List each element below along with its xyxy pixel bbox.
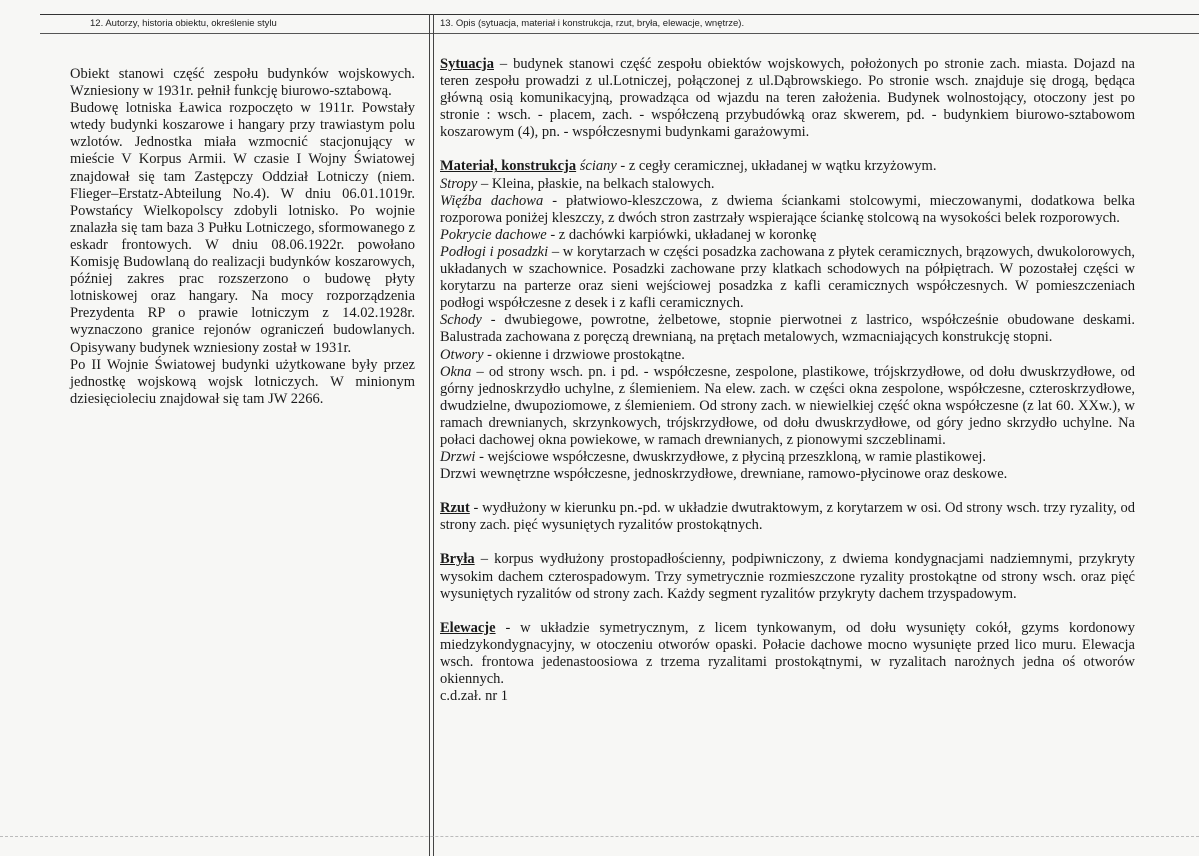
rzut-text: - wydłużony w kierunku pn.-pd. w układzie dwutraktowym, z korytarzem w osi. Od strony wsch. trzy ryzality, od strony zach. pięć wysuniętych ryzalitów prostokątnych.: [440, 500, 1135, 534]
podlogi-label: Podłogi i posadzki: [440, 243, 549, 260]
column-divider-inner: [433, 14, 434, 856]
history-column: [70, 66, 415, 408]
bottom-scan-artifact: [0, 836, 1199, 839]
wiezba-label: Więźba dachowa: [440, 192, 544, 209]
history-paragraph-3: Po II Wojnie Światowej budynki użytkowane były przez jednostkę wojskową wojsk lotniczych. W minionym dziesięcioleciu znajdował się tam JW 2266.: [70, 356, 415, 407]
otwory-label: Otwory: [440, 346, 484, 363]
okna-label: Okna: [440, 363, 472, 380]
stropy-label: Stropy: [440, 175, 478, 192]
continuation-note: c.d.zał. nr 1: [440, 688, 509, 705]
section-bryla: [440, 551, 1135, 602]
drzwi-label: Drzwi: [440, 449, 476, 466]
history-paragraph-1: Obiekt stanowi część zespołu budynków wojskowych. Wzniesiony w 1931r. pełnił funkcję biurowo-sztabową.: [70, 66, 415, 100]
section-sytuacja: [440, 56, 1135, 141]
section-otwory: [440, 347, 1135, 364]
pokrycie-text: - z dachówki karpiówki, układanej w koronkę: [546, 226, 817, 243]
section-elewacje: [440, 620, 1135, 688]
rzut-label: Rzut: [440, 500, 470, 517]
section-schody: [440, 312, 1135, 346]
bryla-label: Bryła: [440, 551, 475, 568]
section-drzwi: [440, 449, 1135, 466]
history-paragraph-2: Budowę lotniska Ławica rozpoczęto w 1911r. Powstały wtedy budynki koszarowe i hangary przy trawiastym polu wzlotów. Jednostka miała wzmocnić stacjonujący w mieście V Korpus Armii. W czasie I Wojny Światowej znajdował się tam Zastępczy Oddział Lotniczy (niem. Flieger–Erstatz-Abteilung No.4). W dniu 06.01.1019r. Powstańcy Wielkopolscy zdobyli lotnisko. Po wojnie znalazła się tam baza 3 Pułku Lotniczego, sformowanego z eskadr frontowych. W dniu 08.06.1922r. powołano Komisję Budowlaną do realizacji budynków koszarowych, później zakres prac rozszerzono o budowę płyty lotniskowej oraz hangary. Na mocy rozporządzenia Prezydenta RP o prawie lotniczym z 14.02.1928r. wyznaczono granice rejonów ograniczeń budowlanych. Opisywany budynek wzniesiony został w 1931r.: [70, 100, 415, 356]
okna-text: – od strony wsch. pn. i pd. - współczesne, zespolone, plastikowe, trójskrzydłowe, od dołu dwuskrzydłowe, od górny jednoskrzydło uchylne, z ślemieniem. Na elew. zach. w części okna zespolone, współczesne, czteroskrzydłowe, dwudzielne, dwupoziomowe, z ślemieniem. Od strony zach. w niewielkiej część okna współczesne (z lat 60. XXw.), w ramach drewnianych, skrzynkowych, trójskrzydłowe, od dołu dwuskrzydłowe, od góry jedno skrzydło uchylne. Na połaci dachowej okna powiekowe, w ramach drewnianych, z pionowymi szczeblinami.: [440, 363, 1135, 448]
sciany-label: ściany: [579, 158, 617, 175]
schody-text: - dwubiegowe, powrotne, żelbetowe, stopnie pierwotnei z lastrico, współcześnie obudowane deskami. Balustrada zachowana z poręczą drewnianą, na prętach metalowych, wzmacniających konstrukcję stopni.: [440, 312, 1135, 346]
section-material: [440, 158, 1135, 175]
material-label: Materiał, konstrukcja: [440, 158, 577, 175]
header-left-label: 12. Autorzy, historia obiektu, określenie stylu: [90, 18, 277, 29]
sytuacja-text: – budynek stanowi część zespołu obiektów wojskowych, położonych po stronie zach. miasta. Dojazd na teren zespołu prowadzi z ul.Lotniczej, połączonej z ul.Dąbrowskiego. Po stronie wsch. znajduje się drogą, będąca główną osią komunikacyjną, prowadząca od wjazdu na teren założenia. Budynek wolnostojący, otoczony jest po stronie : wsch. - placem, zach. - współczeną przybudówką oraz skwerem, pd. - budynkiem biurowo-sztabowom koszarowym (4), pn. - współczesnymi budynkami garażowymi.: [440, 56, 1135, 141]
column-divider: [429, 14, 430, 856]
elewacje-label: Elewacje: [440, 619, 496, 636]
otwory-text: - okienne i drzwiowe prostokątne.: [483, 346, 685, 363]
pokrycie-label: Pokrycie dachowe: [440, 226, 547, 243]
header-bottom-rule: [40, 33, 1199, 34]
sciany-text: - z cegły ceramicznej, układanej w wątku krzyżowym.: [616, 158, 937, 175]
sytuacja-label: Sytuacja: [440, 56, 494, 72]
section-podlogi: [440, 244, 1135, 312]
description-column: [440, 56, 1135, 705]
drzwi-text: - wejściowe współczesne, dwuskrzydłowe, z płyciną przeszkloną, w ramie plastikowej.: [475, 449, 987, 466]
section-drzwi-wewnetrzne: Drzwi wewnętrzne współczesne, jednoskrzydłowe, drewniane, ramowo-płycinowe oraz deskowe.: [440, 466, 1008, 483]
header-right-label: 13. Opis (sytuacja, materiał i konstrukcja, rzut, bryła, elewacje, wnętrze).: [440, 18, 745, 29]
section-okna: [440, 364, 1135, 449]
section-rzut: [440, 500, 1135, 534]
podlogi-text: – w korytarzach w części posadzka zachowana z płytek ceramicznych, brązowych, dwukolorowych, układanych w szachownice. Posadzki zachowane przy klatkach schodowych na półpiętrach. W pozostałej części w korytarzu na parterze oraz sieni wejściowej posadzka z kafli ceramicznych współczesnych. W pomieszczeniach podłogi współczesne z desek i z kafli ceramicznych.: [440, 243, 1135, 312]
schody-label: Schody: [440, 312, 482, 329]
wiezba-text: - płatwiowo-kleszczowa, z dwiema ściankami stolcowymi, mieczowanymi, dodatkowa belka rozporowa poniżej kleszczy, z dwóch stron zastrzały wspierające ściankę stolcową na wysokości belek rozporowych.: [440, 192, 1135, 226]
bryla-text: – korpus wydłużony prostopadłościenny, podpiwniczony, z dwiema kondygnacjami nadziemnymi, przykryty wysokim dachem czterospadowym. Trzy symetrycznie rozmieszczone ryzality prostokątne od strony wsch. oraz pięć wysuniętych ryzalitów od strony zach. Każdy segment ryzalitów przykryty dachem trzyspadowym.: [440, 551, 1135, 602]
stropy-text: – Kleina, płaskie, na belkach stalowych.: [477, 175, 715, 192]
section-stropy: [440, 176, 1135, 193]
elewacje-text: - w układzie symetrycznym, z licem tynkowanym, od dołu wysunięty cokół, gzyms kordonowy miedzykondygnacyjny, w otoczeniu otworów opaski. Połacie dachowe mocno wysunięte przed lico muru. Elewacja wsch. frontowa jedenastoosiowa z trzema ryzalitami prostokątnymi, w ryzalitach narożnych jedna oś otworów okiennych.: [440, 619, 1135, 687]
section-wiezba: [440, 193, 1135, 227]
section-pokrycie: [440, 227, 1135, 244]
